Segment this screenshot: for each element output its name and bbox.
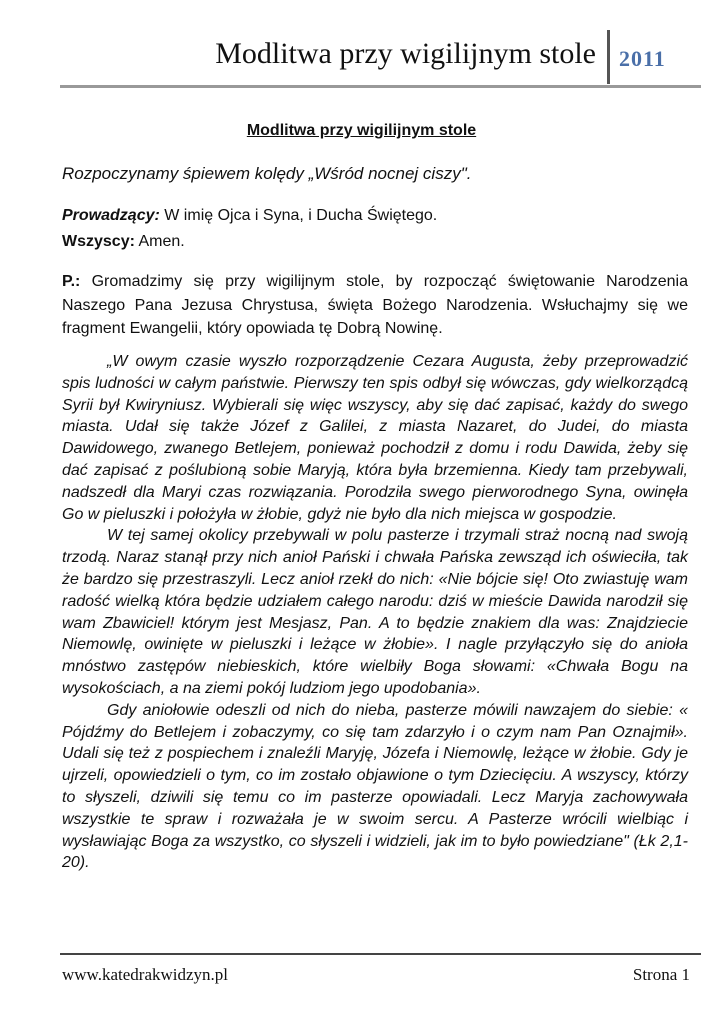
leader-label: Prowadzący: xyxy=(62,207,160,224)
gospel-paragraph: „W owym czasie wyszło rozporządzenie Cezara Augusta, żeby przeprowadzić spis ludności w całym państwie. Pierwszy ten spis odbył się wówczas, gdy wielkorządcą Syrii był Kwiryniusz. Wybierali się więc wszyscy, aby się dać zapisać, każdy do swego miasta. Udał się także Józef z Galilei, z miasta Nazaret, do Judei, do miasta Dawidowego, zwanego Betlejem, ponieważ pochodził z domu i rodu Dawida, żeby się dać zapisać z poślubioną sobie Maryją, która była brzemienna. Kiedy tam przebywali, nadszedł dla Maryi czas rozwiązania. Porodziła swego pierworodnego Syna, owinęła Go w pieluszki i położyła w żłobie, gdyż nie było dla nich miejsca w gospodzie. xyxy=(62,353,688,523)
page-number: Strona 1 xyxy=(632,965,690,984)
footer-url: www.katedrakwidzyn.pl xyxy=(62,965,229,984)
footer-rule xyxy=(60,953,701,955)
header-title: Modlitwa przy wigilijnym stole xyxy=(215,37,596,70)
leader-text: W imię Ojca i Syna, i Ducha Świętego. xyxy=(159,207,438,224)
all-text: Amen. xyxy=(134,233,185,250)
header-year: 2011 xyxy=(619,46,666,71)
gospel-reading xyxy=(62,351,688,874)
document-title: Modlitwa przy wigilijnym stole xyxy=(246,122,477,139)
p-label: P.: xyxy=(62,273,81,290)
p-text: Gromadzimy się przy wigilijnym stole, by rozpocząć świętowanie Narodzenia Naszego Pana Jezusa Chrystusa, święta Bożego Narodzenia. Wsłuchajmy się we fragment Ewangelii, który opowiada tę Dobrą Nowinę. xyxy=(62,273,688,337)
header-divider xyxy=(607,30,610,84)
leader-line xyxy=(62,207,437,225)
intro-line: Rozpoczynamy śpiewem kolędy „Wśród nocnej ciszy". xyxy=(62,164,472,183)
all-line xyxy=(62,233,185,251)
opening-paragraph xyxy=(62,270,688,341)
gospel-paragraph: W tej samej okolicy przebywali w polu pasterze i trzymali straż nocną nad swoją trzodą. Naraz stanął przy nich anioł Pański i chwała Pańska zewsząd ich oświeciła, tak że bardzo się przestraszyli. Lecz anioł rzekł do nich: «Nie bójcie się! Oto zwiastuję wam radość wielką która będzie udziałem całego narodu: dziś w mieście Dawida narodził się wam Zbawiciel! którym jest Mesjasz, Pan. A to będzie znakiem dla was: Znajdziecie Niemowlę, owinięte w pieluszki i leżące w żłobie». I nagle przyłączyło się do anioła mnóstwo zastępów niebieskich, które wielbiły Boga słowami: «Chwała Bogu na wysokościach, a na ziemi pokój ludziom jego upodobania». xyxy=(62,527,688,697)
header-rule xyxy=(60,85,701,88)
gospel-paragraph: Gdy aniołowie odeszli od nich do nieba, pasterze mówili nawzajem do siebie: « Pójdźmy do Betlejem i zobaczymy, co się tam zdarzyło i o czym nam Pan Oznajmił». Udali się też z pospiechem i znaleźli Maryję, Józefa i Niemowlę, leżące w żłobie. Gdy je ujrzeli, opowiedzieli o tym, co im zostało objawione o tym Dziecięciu. A wszyscy, którzy to słyszeli, dziwili się temu co im pasterze opowiadali. Lecz Maryja zachowywała wszystkie te spraw i rozważała je w swoim sercu. A Pasterze wrócili wielbiąc i wysławiając Boga za wszystko, co słyszeli i widzieli, jak im to było powiedziane" (Łk 2,1-20). xyxy=(62,701,688,872)
all-label: Wszyscy: xyxy=(62,233,135,250)
